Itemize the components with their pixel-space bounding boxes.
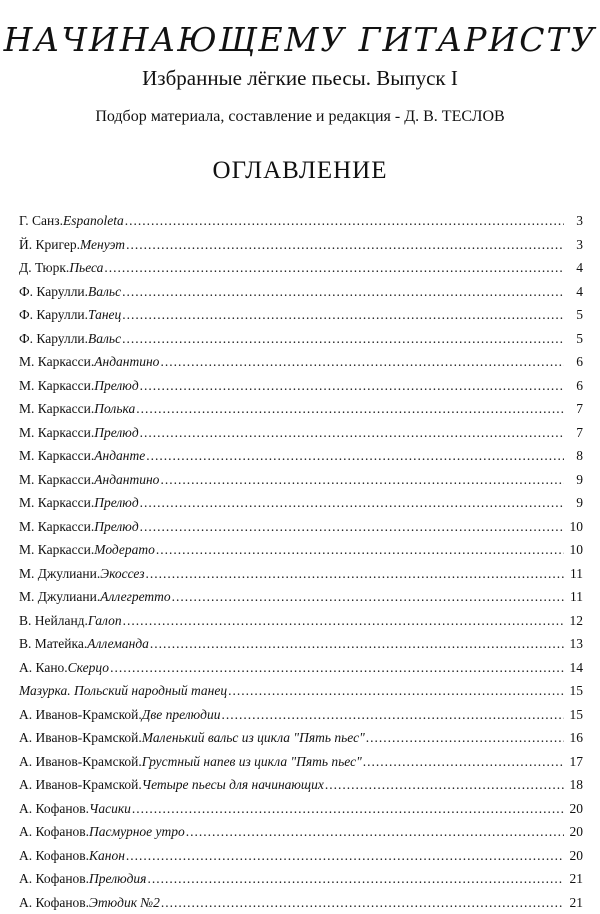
toc-dot-leader <box>126 233 564 257</box>
toc-entry-author: А. Иванов-Крамской. <box>19 750 142 774</box>
toc-entry-page: 20 <box>567 844 583 868</box>
toc-dot-leader <box>122 303 564 327</box>
toc-dot-leader <box>125 209 564 233</box>
toc-dot-leader <box>140 491 564 515</box>
toc-entry <box>19 820 583 844</box>
toc-entry-work: Этюдик №2 <box>89 891 160 914</box>
toc-entry <box>19 233 583 257</box>
toc-dot-leader <box>172 585 564 609</box>
toc-entry-author: А. Кофанов. <box>19 820 89 844</box>
toc-entry-author: М. Каркасси. <box>19 538 94 562</box>
toc-dot-leader <box>156 538 564 562</box>
toc-entry-author: Г. Санз. <box>19 209 63 233</box>
toc-entry-author: Ф. Карулли. <box>19 303 88 327</box>
toc-entry-work: Менуэт <box>80 233 125 257</box>
toc-entry-author: А. Иванов-Крамской. <box>19 726 142 750</box>
toc-entry <box>19 679 583 703</box>
toc-entry-work: Прелюд <box>94 515 138 539</box>
toc-entry-author: В. Нейланд. <box>19 609 88 633</box>
toc-entry <box>19 350 583 374</box>
toc-entry-page: 3 <box>567 209 583 233</box>
toc-entry <box>19 280 583 304</box>
toc-entry-page: 7 <box>567 397 583 421</box>
toc-entry-page: 3 <box>567 233 583 257</box>
toc-entry-work: Часики <box>89 797 131 821</box>
toc-entry-page: 7 <box>567 421 583 445</box>
toc-dot-leader <box>161 891 564 914</box>
toc-entry-page: 10 <box>567 515 583 539</box>
toc-entry-work: Прелюд <box>94 374 138 398</box>
toc-entry-author: М. Каркасси. <box>19 515 94 539</box>
toc-dot-leader <box>147 867 564 891</box>
toc-entry-work: Прелюдия <box>89 867 146 891</box>
toc-entry-page: 18 <box>567 773 583 797</box>
toc-entry-page: 6 <box>567 374 583 398</box>
toc-entry-work: Андантино <box>94 350 159 374</box>
toc-entry-author: А. Кофанов. <box>19 867 89 891</box>
toc-dot-leader <box>325 773 564 797</box>
toc-entry-author: А. Кофанов. <box>19 844 89 868</box>
toc-entry-page: 17 <box>567 750 583 774</box>
toc-entry-work: Две прелюдии <box>142 703 221 727</box>
toc-entry <box>19 773 583 797</box>
toc-dot-leader <box>366 726 564 750</box>
toc-entry <box>19 891 583 914</box>
document-title: НАЧИНАЮЩЕМУ ГИТАРИСТУ <box>0 18 600 62</box>
toc-entry <box>19 303 583 327</box>
toc-dot-leader <box>363 750 564 774</box>
toc-entry-page: 14 <box>567 656 583 680</box>
toc-entry-work: Пасмурное утро <box>89 820 185 844</box>
toc-entry <box>19 209 583 233</box>
toc-entry-author: В. Матейка. <box>19 632 87 656</box>
toc-dot-leader <box>146 444 564 468</box>
toc-entry <box>19 374 583 398</box>
toc-entry <box>19 656 583 680</box>
toc-dot-leader <box>136 397 564 421</box>
toc-entry-page: 9 <box>567 491 583 515</box>
toc-entry-page: 10 <box>567 538 583 562</box>
toc-dot-leader <box>132 797 564 821</box>
toc-entry-work: Вальс <box>88 280 121 304</box>
table-of-contents <box>19 209 583 914</box>
toc-entry-page: 11 <box>567 585 583 609</box>
toc-entry-work: Танец <box>88 303 121 327</box>
toc-entry-work: Скерцо <box>68 656 109 680</box>
toc-entry-work: Андантино <box>94 468 159 492</box>
toc-entry-work: Пьеса <box>69 256 103 280</box>
toc-entry-page: 9 <box>567 468 583 492</box>
toc-dot-leader <box>126 844 564 868</box>
toc-entry <box>19 327 583 351</box>
toc-entry-work: Espanoleta <box>63 209 124 233</box>
toc-entry-work: Маленький вальс из цикла "Пять пьес" <box>142 726 365 750</box>
toc-entry-author: А. Кано. <box>19 656 68 680</box>
toc-entry-author: А. Кофанов. <box>19 891 89 914</box>
toc-entry-author: Д. Тюрк. <box>19 256 69 280</box>
toc-entry-page: 16 <box>567 726 583 750</box>
toc-entry-work: Аллегретто <box>100 585 170 609</box>
toc-entry-work: Полька <box>94 397 135 421</box>
toc-dot-leader <box>186 820 564 844</box>
toc-entry-page: 13 <box>567 632 583 656</box>
toc-entry <box>19 844 583 868</box>
toc-dot-leader <box>140 421 564 445</box>
toc-dot-leader <box>140 374 564 398</box>
toc-entry <box>19 726 583 750</box>
toc-entry-page: 5 <box>567 327 583 351</box>
toc-entry-work: Модерато <box>94 538 155 562</box>
toc-entry <box>19 797 583 821</box>
toc-entry-author: М. Каркасси. <box>19 421 94 445</box>
toc-entry-author: М. Каркасси. <box>19 444 94 468</box>
toc-entry-work: Прелюд <box>94 491 138 515</box>
toc-entry-author: Й. Кригер. <box>19 233 80 257</box>
toc-entry-page: 12 <box>567 609 583 633</box>
toc-entry-work: Вальс <box>88 327 121 351</box>
toc-entry-page: 5 <box>567 303 583 327</box>
editor-credits: Подбор материала, составление и редакция - Д. В. ТЕСЛОВ <box>0 106 600 128</box>
toc-entry-work: Экоссез <box>100 562 144 586</box>
toc-entry-page: 8 <box>567 444 583 468</box>
toc-entry-author: А. Иванов-Крамской. <box>19 773 142 797</box>
toc-dot-leader <box>160 468 564 492</box>
toc-entry-work: Анданте <box>94 444 145 468</box>
toc-dot-leader <box>123 609 564 633</box>
toc-entry <box>19 609 583 633</box>
toc-entry-page: 4 <box>567 280 583 304</box>
toc-entry <box>19 491 583 515</box>
toc-dot-leader <box>122 280 564 304</box>
document-subtitle: Избранные лёгкие пьесы. Выпуск I <box>0 64 600 92</box>
toc-entry <box>19 515 583 539</box>
toc-entry-author: Ф. Карулли. <box>19 327 88 351</box>
toc-entry <box>19 867 583 891</box>
toc-entry <box>19 538 583 562</box>
toc-entry <box>19 703 583 727</box>
toc-entry-page: 20 <box>567 797 583 821</box>
toc-entry-author: А. Иванов-Крамской. <box>19 703 142 727</box>
toc-entry <box>19 421 583 445</box>
toc-entry <box>19 397 583 421</box>
toc-dot-leader <box>110 656 564 680</box>
toc-dot-leader <box>104 256 564 280</box>
toc-entry-author: М. Каркасси. <box>19 468 94 492</box>
toc-entry-page: 6 <box>567 350 583 374</box>
toc-entry <box>19 632 583 656</box>
toc-entry-page: 15 <box>567 703 583 727</box>
toc-entry-work: Грустный напев из цикла "Пять пьес" <box>142 750 362 774</box>
toc-entry-work: Четыре пьесы для начинающих <box>142 773 324 797</box>
toc-entry-author: М. Джулиани. <box>19 585 100 609</box>
toc-entry <box>19 750 583 774</box>
toc-entry-work: Мазурка. Польский народный танец <box>19 679 227 703</box>
toc-entry <box>19 562 583 586</box>
toc-dot-leader <box>160 350 564 374</box>
toc-entry <box>19 468 583 492</box>
toc-entry-work: Канон <box>89 844 125 868</box>
toc-entry-page: 15 <box>567 679 583 703</box>
toc-dot-leader <box>122 327 564 351</box>
toc-entry-author: М. Каркасси. <box>19 491 94 515</box>
toc-entry-author: М. Каркасси. <box>19 397 94 421</box>
toc-entry <box>19 256 583 280</box>
toc-entry-page: 20 <box>567 820 583 844</box>
toc-entry-page: 4 <box>567 256 583 280</box>
toc-dot-leader <box>228 679 564 703</box>
toc-dot-leader <box>150 632 564 656</box>
toc-entry-author: М. Каркасси. <box>19 374 94 398</box>
toc-entry-author: М. Каркасси. <box>19 350 94 374</box>
toc-entry-work: Галоп <box>88 609 122 633</box>
toc-entry <box>19 585 583 609</box>
toc-dot-leader <box>140 515 564 539</box>
toc-entry <box>19 444 583 468</box>
toc-dot-leader <box>146 562 564 586</box>
toc-entry-page: 11 <box>567 562 583 586</box>
toc-entry-author: А. Кофанов. <box>19 797 89 821</box>
toc-entry-work: Аллеманда <box>87 632 149 656</box>
toc-entry-author: Ф. Карулли. <box>19 280 88 304</box>
toc-entry-author: М. Джулиани. <box>19 562 100 586</box>
toc-dot-leader <box>222 703 564 727</box>
toc-entry-page: 21 <box>567 891 583 914</box>
toc-entry-work: Прелюд <box>94 421 138 445</box>
toc-entry-page: 21 <box>567 867 583 891</box>
toc-heading: ОГЛАВЛЕНИЕ <box>0 155 600 187</box>
